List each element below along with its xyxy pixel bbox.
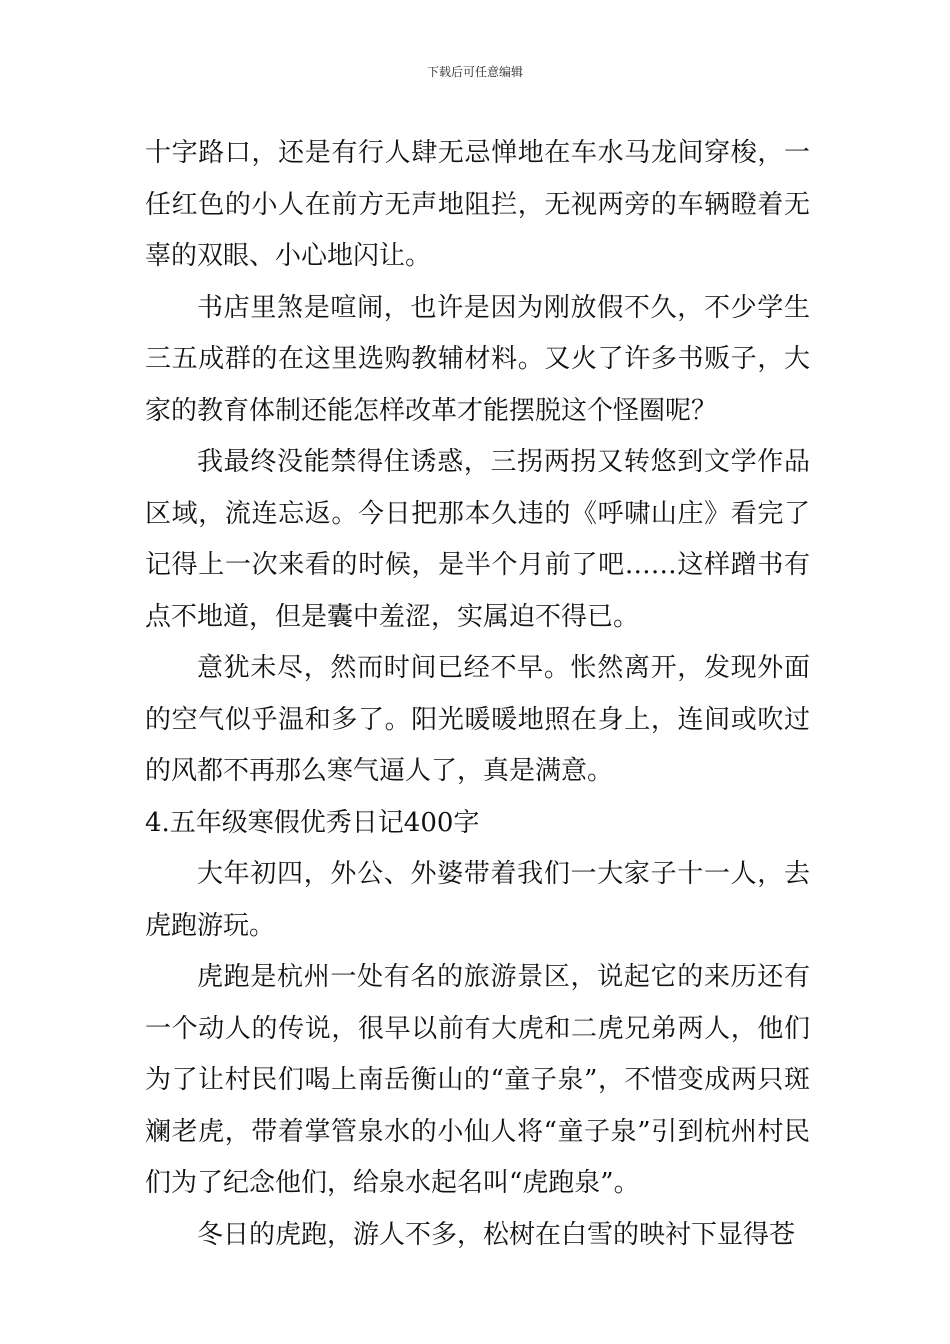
paragraph-literature: 我最终没能禁得住诱惑，三拐两拐又转悠到文学作品区域，流连忘返。今日把那本久违的《呼啸山庄》看完了记得上一次来看的时候，是半个月前了吧……这样蹭书有点不地道，但是囊中羞涩，实属迫不得已。 (145, 447, 810, 632)
section-heading: 4.五年级寒假优秀日记400字 (145, 807, 480, 838)
paragraph-leaving: 意犹未尽，然而时间已经不早。怅然离开，发现外面的空气似乎温和多了。阳光暖暖地照在身上，连间或吹过的风都不再那么寒气逼人了，真是满意。 (145, 653, 810, 786)
page-header-note: 下载后可任意编辑 (426, 65, 523, 79)
document-body (145, 128, 810, 1261)
paragraph-winter: 冬日的虎跑，游人不多，松树在白雪的映衬下显得苍 (197, 1219, 796, 1250)
paragraph-legend: 虎跑是杭州一处有名的旅游景区，说起它的来历还有一个动人的传说，很早以前有大虎和二虎兄弟两人，他们为了让村民们喝上南岳衡山的“童子泉”，不惜变成两只斑斓老虎，带着掌管泉水的小仙人将“童子泉”引到杭州村民们为了纪念他们，给泉水起名叫“虎跑泉”。 (145, 962, 810, 1198)
paragraph-trip: 大年初四，外公、外婆带着我们一大家子十一人，去虎跑游玩。 (145, 859, 810, 941)
paragraph-crossroad: 十字路口，还是有行人肆无忌惮地在车水马龙间穿梭，一任红色的小人在前方无声地阻拦，无视两旁的车辆瞪着无辜的双眼、小心地闪让。 (145, 138, 810, 271)
paragraph-bookstore: 书店里煞是喧闹，也许是因为刚放假不久，不少学生三五成群的在这里选购教辅材料。又火了许多书贩子，大家的教育体制还能怎样改革才能摆脱这个怪圈呢？ (145, 292, 810, 426)
